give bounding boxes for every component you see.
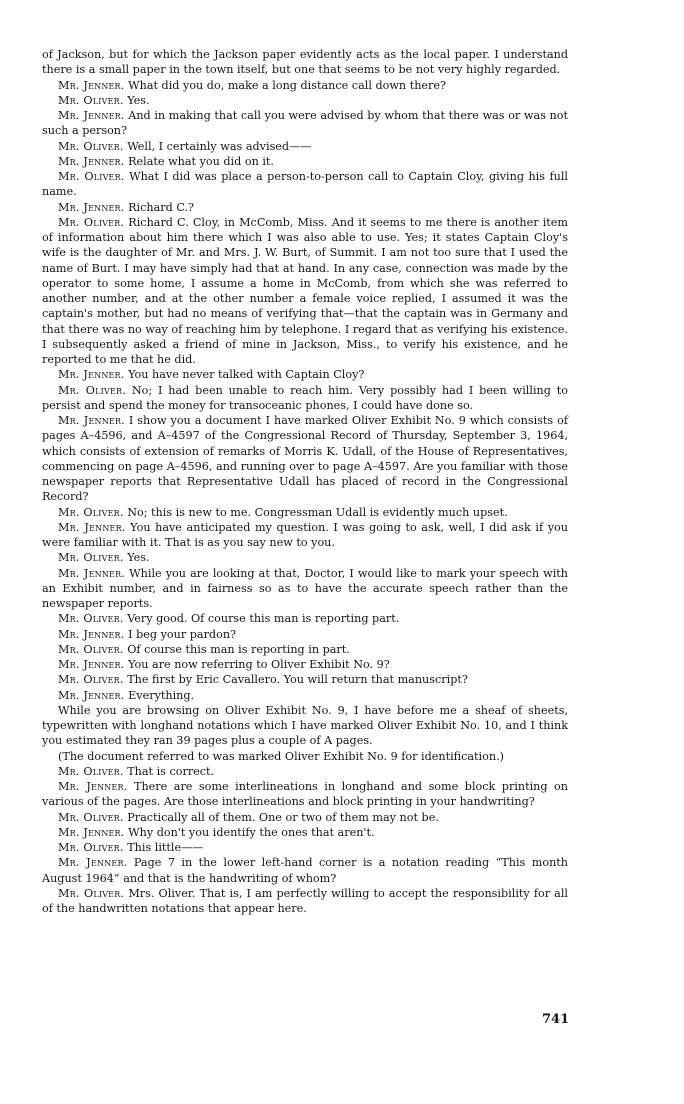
speaker: Mr. Oliver. xyxy=(58,505,124,519)
paragraph-text: What did you do, make a long distance call down there? xyxy=(128,78,446,92)
paragraph xyxy=(42,764,568,779)
speaker: Mr. Jenner. xyxy=(58,780,128,793)
paragraph-text: Richard C.? xyxy=(128,200,195,214)
paragraph xyxy=(42,657,568,672)
paragraph-text: The first by Eric Cavallero. You will return that manuscript? xyxy=(127,673,468,687)
paragraph xyxy=(42,108,568,139)
paragraph xyxy=(42,47,568,78)
speaker: Mr. Jenner. xyxy=(58,368,125,382)
paragraph xyxy=(42,215,568,368)
paragraph xyxy=(42,627,568,642)
speaker: Mr. Oliver. xyxy=(58,764,124,778)
paragraph xyxy=(42,779,568,810)
paragraph-text: Of course this man is reporting in part. xyxy=(127,642,350,656)
paragraph-text: Yes. xyxy=(127,93,150,107)
paragraph xyxy=(42,505,568,520)
paragraph xyxy=(42,810,568,825)
speaker: Mr. Oliver. xyxy=(58,139,124,153)
paragraph xyxy=(42,154,568,169)
paragraph xyxy=(42,139,568,154)
paragraph xyxy=(42,383,568,414)
paragraph-text: You have anticipated my question. I was going to ask, well, I did ask if you were familiar with it. That is as you say new to you. xyxy=(42,520,568,549)
speaker: Mr. Oliver. xyxy=(58,612,124,626)
paragraph xyxy=(42,840,568,855)
paragraph xyxy=(42,688,568,703)
speaker: Mr. Oliver. xyxy=(58,93,124,107)
speaker: Mr. Oliver. xyxy=(58,886,125,900)
paragraph xyxy=(42,78,568,93)
paragraph-text: This little—— xyxy=(127,841,204,854)
speaker: Mr. Jenner. xyxy=(58,520,126,534)
paragraph-text: of Jackson, but for which the Jackson paper evidently acts as the local paper. I understand there is a small paper in the town itself, but one that seems to be not very highly regarded. xyxy=(42,48,568,77)
paragraph-text: I show you a document I have marked Oliver Exhibit No. 9 which consists of pages A–4596, and A–4597 of the Congressional Record of Thursday, September 3, 1964, which consists of extension of remarks of Morris K. Udall, of the House of Representatives, commencing on page A–4596, and running over to page A–4597. Are you familiar with those newspaper reports that Representative Udall has placed of record in the Congressional Record? xyxy=(42,414,568,504)
paragraph xyxy=(42,855,568,886)
paragraph-text: No; I had been unable to reach him. Very possibly had I been willing to persist and spend the money for transoceanic phones, I could have done so. xyxy=(42,383,568,412)
speaker: Mr. Jenner. xyxy=(58,78,125,92)
speaker: Mr. Jenner. xyxy=(58,856,128,870)
paragraph-text: Yes. xyxy=(127,551,150,565)
paragraph xyxy=(42,886,568,917)
speaker: Mr. Jenner. xyxy=(58,658,125,671)
speaker: Mr. Jenner. xyxy=(58,200,125,214)
paragraph-text: And in making that call you were advised by whom that there was or was not such a person? xyxy=(42,109,568,138)
paragraph-text: While you are looking at that, Doctor, I would like to mark your speech with an Exhibit number, and in fairness so as to have the accurate speech rather than the newspaper reports. xyxy=(42,566,568,610)
paragraph-text: Practically all of them. One or two of them may not be. xyxy=(127,810,439,824)
paragraph xyxy=(42,749,568,764)
speaker: Mr. Oliver. xyxy=(58,215,125,229)
paragraph-text: I beg your pardon? xyxy=(128,627,237,641)
speaker: Mr. Jenner. xyxy=(58,825,125,839)
speaker: Mr. Oliver. xyxy=(58,642,124,656)
transcript-body xyxy=(42,47,568,916)
page-number: 741 xyxy=(542,1012,570,1027)
paragraph xyxy=(42,367,568,382)
speaker: Mr. Oliver. xyxy=(58,551,124,565)
paragraph-text: Richard C. Cloy, in McComb, Miss. And it seems to me there is another item of information about him there which I was also able to use. Yes; it states Captain Cloy's wife is the daughter of Mr. and Mrs. J. W. Burt, of Summit. I am not too sure that I used the name of Burt. I may have simply had that at hand. In any case, connection was made by the operator to some home, I assume a home in McComb, from which she was referred to another number, and at the other number a female voice replied, I assumed it was the captain's mother, but had no means of verifying that—that the captain was in Germany and that there was no way of reaching him by telephone. I regard that as verifying his existence. I subsequently asked a friend of mine in Jackson, Miss., to verify his existence, and he reported to me that he did. xyxy=(42,215,569,366)
paragraph-text: Relate what you did on it. xyxy=(128,154,274,168)
speaker: Mr. Jenner. xyxy=(58,414,125,427)
speaker: Mr. Jenner. xyxy=(58,154,125,168)
paragraph-text: Very good. Of course this man is reporting part. xyxy=(127,612,400,626)
speaker: Mr. Jenner. xyxy=(58,109,125,122)
paragraph xyxy=(42,550,568,565)
paragraph xyxy=(42,200,568,215)
paragraph-text: Page 7 in the lower left-hand corner is a notation reading “This month August 1964” and that is the handwriting of whom? xyxy=(42,856,568,885)
paragraph-text: Well, I certainly was advised—— xyxy=(127,139,312,153)
paragraph-text: There are some interlineations in longhand and some block printing on various of the pages. Are those interlineations and block printing in your handwriting? xyxy=(42,780,568,809)
paragraph-text: That is correct. xyxy=(127,764,215,778)
speaker: Mr. Jenner. xyxy=(58,627,125,641)
speaker: Mr. Oliver. xyxy=(58,841,124,854)
paragraph-text: Everything. xyxy=(128,688,195,702)
paragraph xyxy=(42,169,568,200)
paragraph xyxy=(42,520,568,551)
paragraph-text: Why don't you identify the ones that aren't. xyxy=(128,825,375,839)
paragraph-text: You have never talked with Captain Cloy? xyxy=(128,368,365,382)
paragraph-text: What I did was place a person-to-person call to Captain Cloy, giving his full name. xyxy=(42,170,568,199)
speaker: Mr. Jenner. xyxy=(58,566,126,580)
paragraph-text: You are now referring to Oliver Exhibit No. 9? xyxy=(128,658,390,671)
speaker: Mr. Jenner. xyxy=(58,688,125,702)
paragraph xyxy=(42,825,568,840)
speaker: Mr. Oliver. xyxy=(58,170,125,183)
paragraph-text: No; this is new to me. Congressman Udall is evidently much upset. xyxy=(127,505,508,519)
paragraph xyxy=(42,642,568,657)
speaker: Mr. Oliver. xyxy=(58,383,126,397)
paragraph xyxy=(42,566,568,612)
paragraph xyxy=(42,703,568,749)
speaker: Mr. Oliver. xyxy=(58,673,124,687)
paragraph xyxy=(42,611,568,626)
paragraph xyxy=(42,413,568,505)
paragraph-text: (The document referred to was marked Oliver Exhibit No. 9 for identification.) xyxy=(58,749,504,763)
paragraph xyxy=(42,672,568,687)
paragraph-text: Mrs. Oliver. That is, I am perfectly willing to accept the responsibility for all of the handwritten notations that appear here. xyxy=(42,886,568,915)
paragraph-text: While you are browsing on Oliver Exhibit No. 9, I have before me a sheaf of sheets, typewritten with longhand notations which I have marked Oliver Exhibit No. 10, and I think you estimated they ran 39 pages plus a couple of A pages. xyxy=(42,703,568,748)
speaker: Mr. Oliver. xyxy=(58,810,124,824)
paragraph xyxy=(42,93,568,108)
